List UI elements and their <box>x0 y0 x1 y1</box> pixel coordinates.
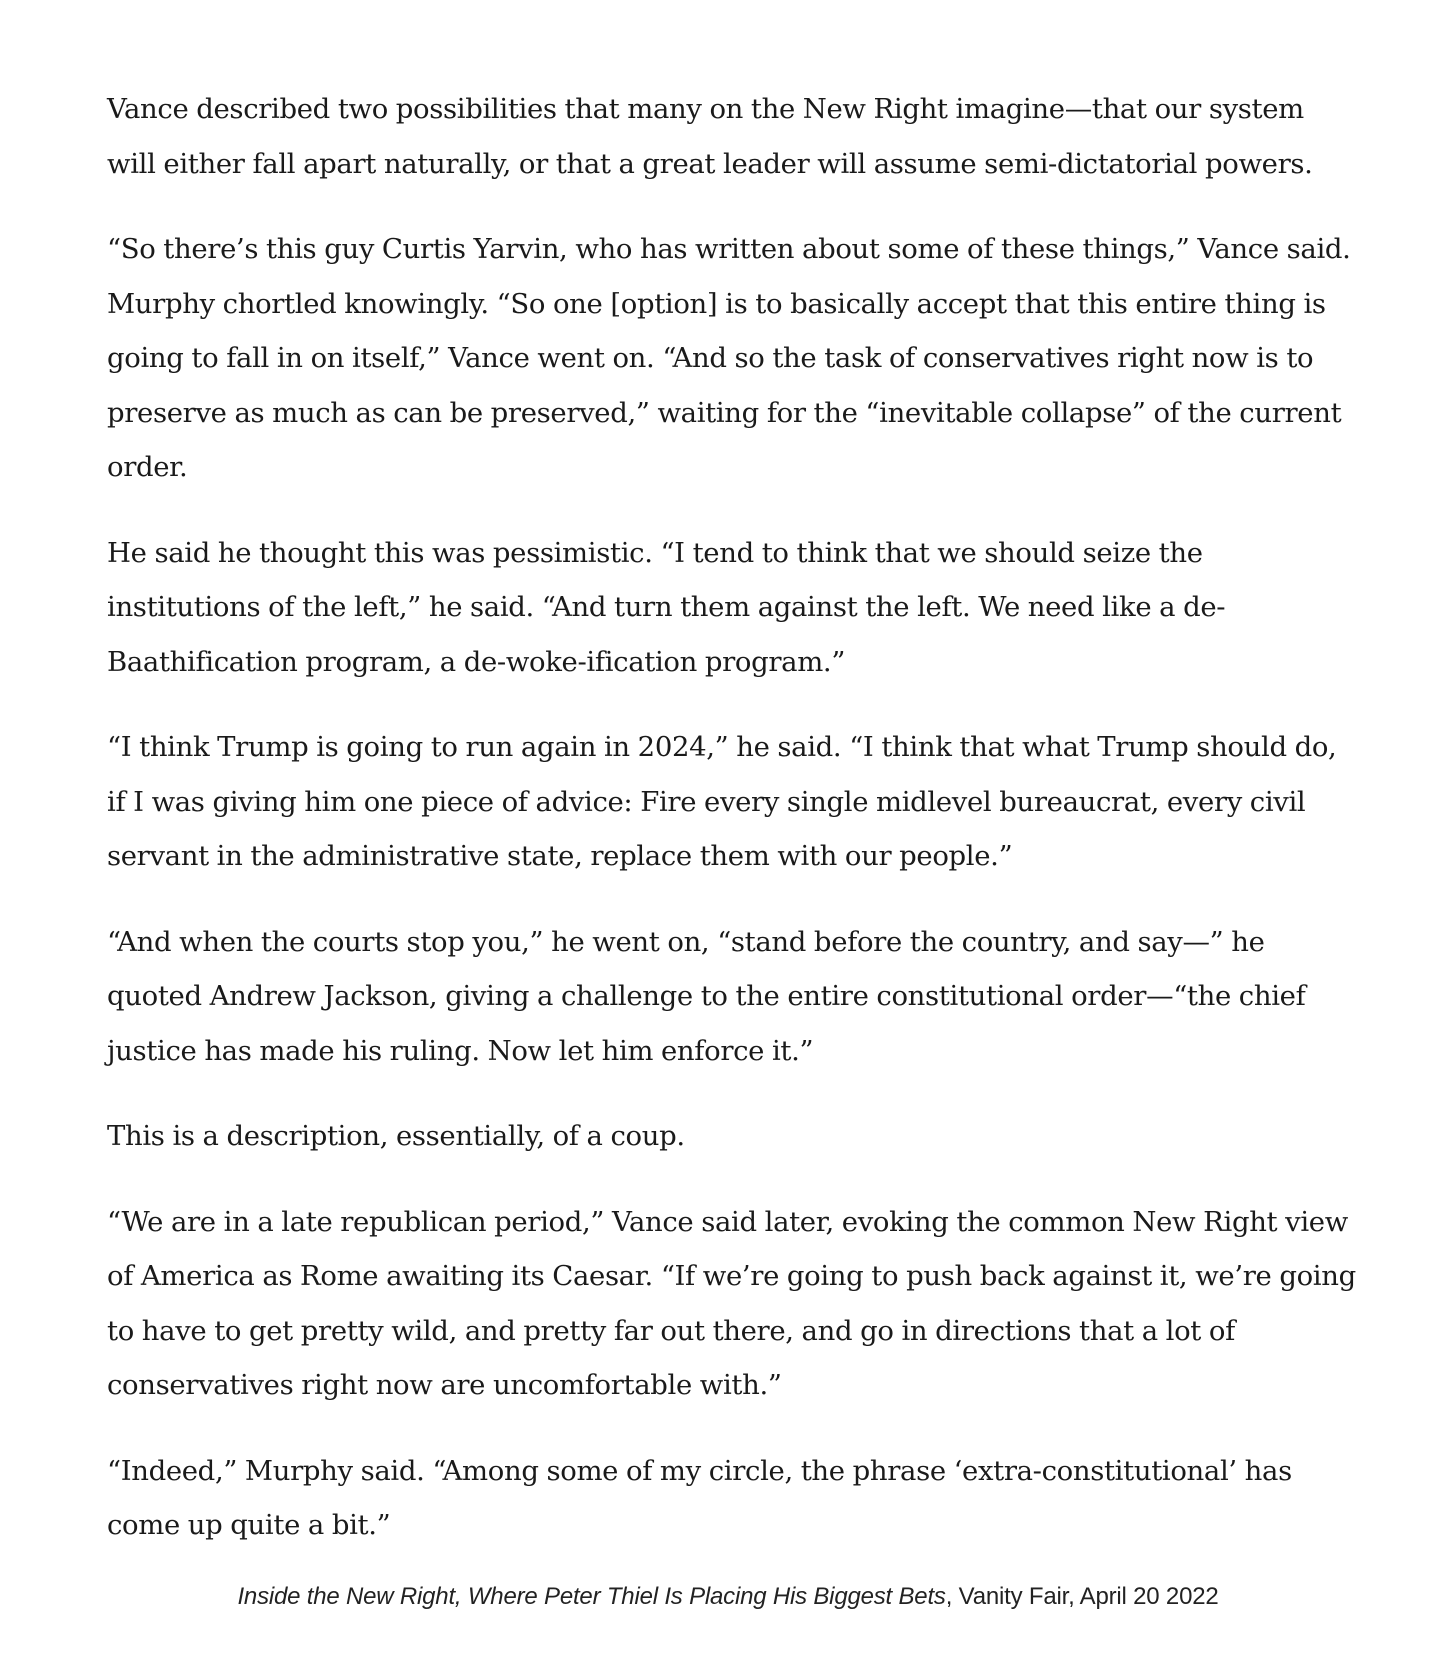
paragraph-6: This is a description, essentially, of a coup. <box>107 1120 685 1152</box>
paragraph-1: Vance described two possibilities that many on the New Right imagine—that our system will either fall apart naturally, or that a great leader will assume semi-dictatorial powers. <box>107 93 1313 180</box>
paragraph-3: He said he thought this was pessimistic. “I tend to think that we should seize the institutions of the left,” he said. “And turn them against the left. We need like a de-Baathification program, a de-woke-ification program.” <box>107 536 1226 678</box>
paragraph-2: “So there’s this guy Curtis Yarvin, who has written about some of these things,” Vance said. Murphy chortled knowingly. “So one [option] is to basically accept that this entire thing is going to fall in on itself,” Vance went on. “And so the task of conservatives right now is to preserve as much as can be preserved,” waiting for the “inevitable collapse” of the current order. <box>107 233 1351 483</box>
paragraph-5: “And when the courts stop you,” he went on, “stand before the country, and say—” he quoted Andrew Jackson, giving a challenge to the entire constitutional order—“the chief justice has made his ruling. Now let him enforce it.” <box>107 925 1306 1067</box>
paragraph-7: “We are in a late republican period,” Vance said later, evoking the common New Right view of America as Rome awaiting its Caesar. “If we’re going to push back against it, we’re going to have to get pretty wild, and pretty far out there, and go in directions that a lot of conservatives right now are uncomfortable with.” <box>107 1205 1356 1401</box>
source-article-title: Inside the New Right, Where Peter Thiel Is Placing His Biggest Bets <box>237 1583 946 1610</box>
source-publication: , Vanity Fair, April 20 2022 <box>945 1583 1219 1610</box>
article-body <box>107 82 1357 1584</box>
paragraph-8: “Indeed,” Murphy said. “Among some of my circle, the phrase ‘extra-constitutional’ has come up quite a bit.” <box>107 1454 1292 1541</box>
paragraph-4: “I think Trump is going to run again in 2024,” he said. “I think that what Trump should do, if I was giving him one piece of advice: Fire every single midlevel bureaucrat, every civil servant in the administrative state, replace them with our people.” <box>107 731 1337 872</box>
source-caption <box>0 1582 1456 1612</box>
